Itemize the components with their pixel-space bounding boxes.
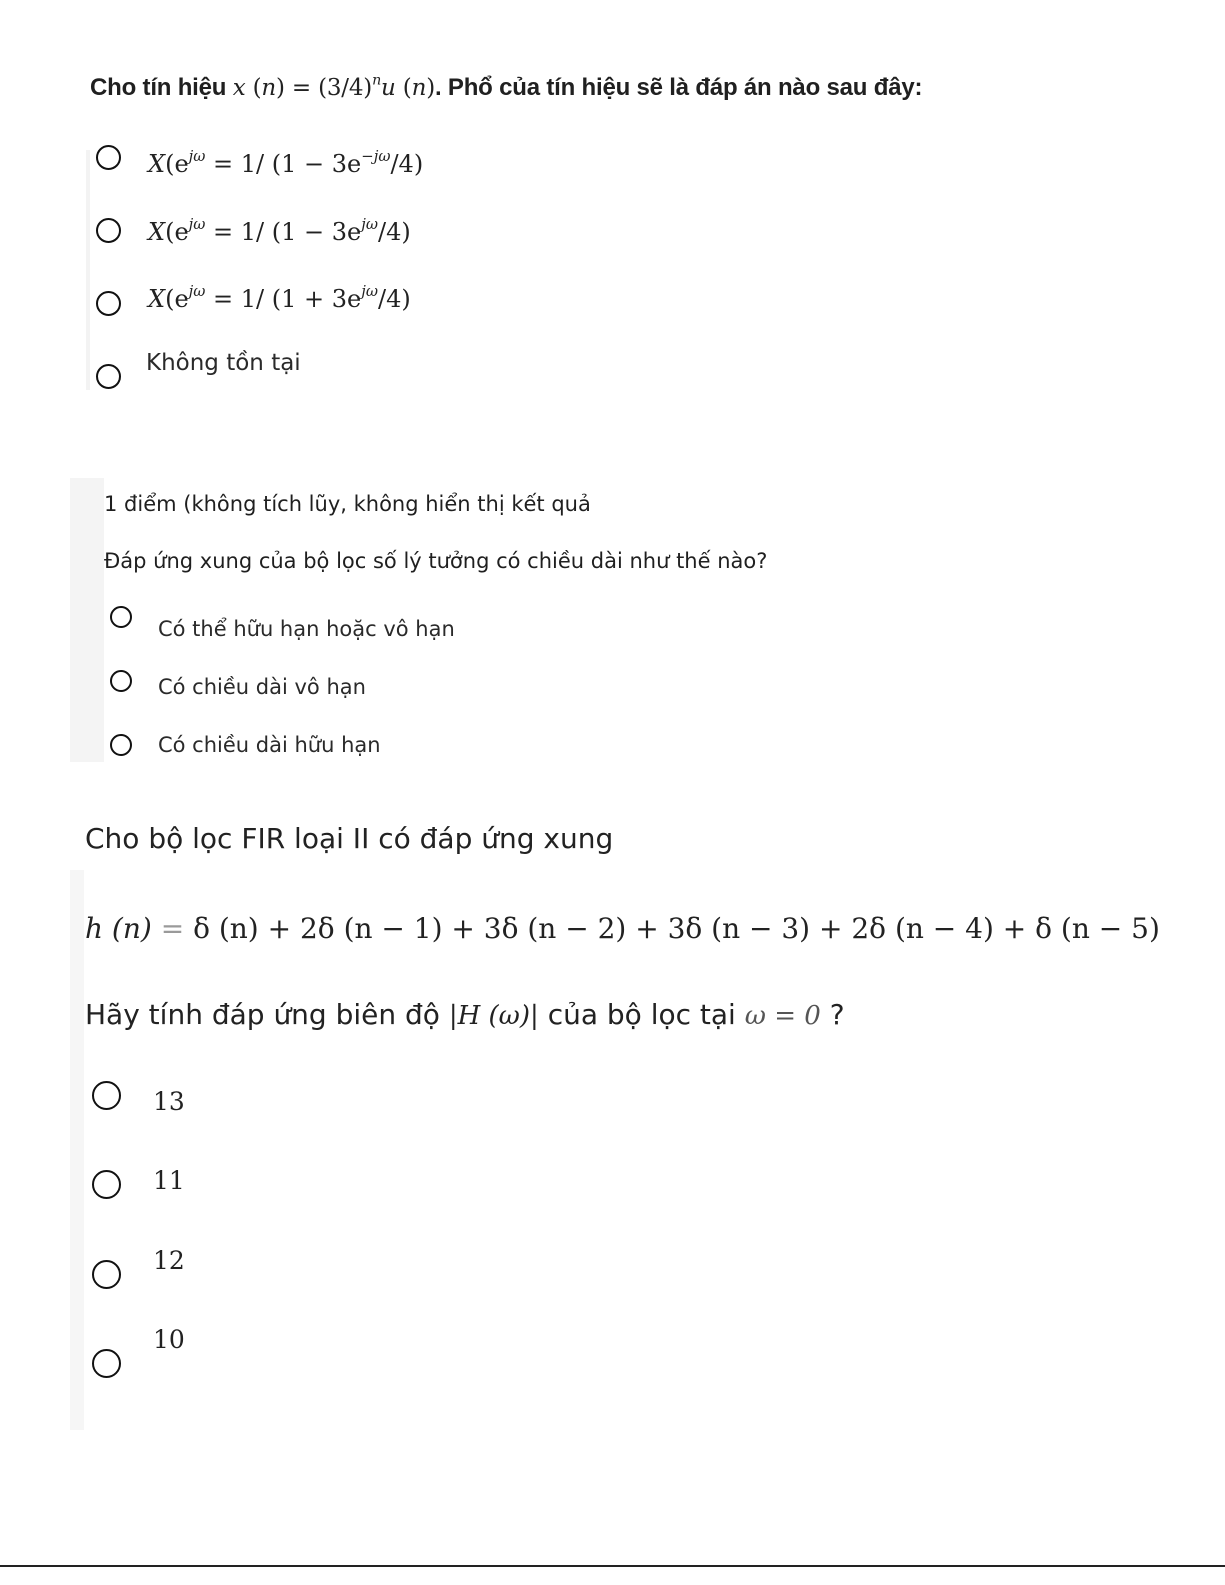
q3-option-3-label[interactable]: 12: [153, 1246, 185, 1275]
q2-option-3-label[interactable]: Có chiều dài hữu hạn: [158, 733, 381, 757]
q2-option-1-radio[interactable]: [110, 606, 132, 628]
q2-option-1-label[interactable]: Có thể hữu hạn hoặc vô hạn: [158, 617, 455, 641]
q3-option-1-radio[interactable]: [92, 1081, 121, 1110]
q1-question-text: Cho tín hiệu x $(n) = (3/4)^nu$ (n). Phổ của tín hiệu sẽ là đáp án nào sau đây:: [90, 72, 923, 101]
q1-option-4-label[interactable]: Không tồn tại: [146, 350, 301, 376]
q1-option-2-label[interactable]: $X(e^{j\omega} = 1/$ $(1 - 3e^{j\omega}/4)$: [148, 214, 411, 246]
bottom-divider: [0, 1565, 1225, 1567]
q2-question-text: Đáp ứng xung của bộ lọc số lý tưởng có chiều dài như thế nào?: [104, 549, 768, 573]
q3-option-2-label[interactable]: 11: [153, 1166, 185, 1195]
q1-option-1-radio[interactable]: [96, 145, 121, 170]
q2-points-label: 1 điểm (không tích lũy, không hiển thị kết quả: [104, 492, 591, 516]
q1-option-4-radio[interactable]: [96, 364, 121, 389]
q2-option-2-radio[interactable]: [110, 670, 132, 692]
q3-option-1-label[interactable]: 13: [153, 1087, 185, 1116]
q3-option-4-radio[interactable]: [92, 1349, 121, 1378]
q3-impulse-equation: h (n) = δ (n) + 2δ (n − 1) + 3δ (n − 2) + 3δ (n − 3) + 2δ (n − 4) + δ (n − 5): [85, 912, 1160, 945]
q3-side-bar: [70, 870, 84, 1430]
q3-option-2-radio[interactable]: [92, 1170, 121, 1199]
q2-option-3-radio[interactable]: [110, 734, 132, 756]
q1-option-3-label[interactable]: $X(e^{j\omega} = 1/$ $(1 + 3e^{j\omega}/4)$: [148, 281, 411, 313]
q1-side-bar: [86, 150, 90, 390]
q1-option-3-radio[interactable]: [96, 291, 121, 316]
q2-option-2-label[interactable]: Có chiều dài vô hạn: [158, 675, 366, 699]
q3-question-ask: Hãy tính đáp ứng biên độ |H (ω)| của bộ lọc tại ω = 0 ?: [85, 998, 845, 1031]
q3-option-4-label[interactable]: 10: [153, 1325, 185, 1354]
q3-question-title: Cho bộ lọc FIR loại II có đáp ứng xung: [85, 822, 614, 855]
q1-option-1-label[interactable]: $X(e^{j\omega} = 1/$ $(1 - 3e^{-j\omega}/4)$: [148, 146, 424, 178]
q2-side-panel: [70, 478, 104, 762]
q3-option-3-radio[interactable]: [92, 1260, 121, 1289]
q1-option-2-radio[interactable]: [96, 218, 121, 243]
